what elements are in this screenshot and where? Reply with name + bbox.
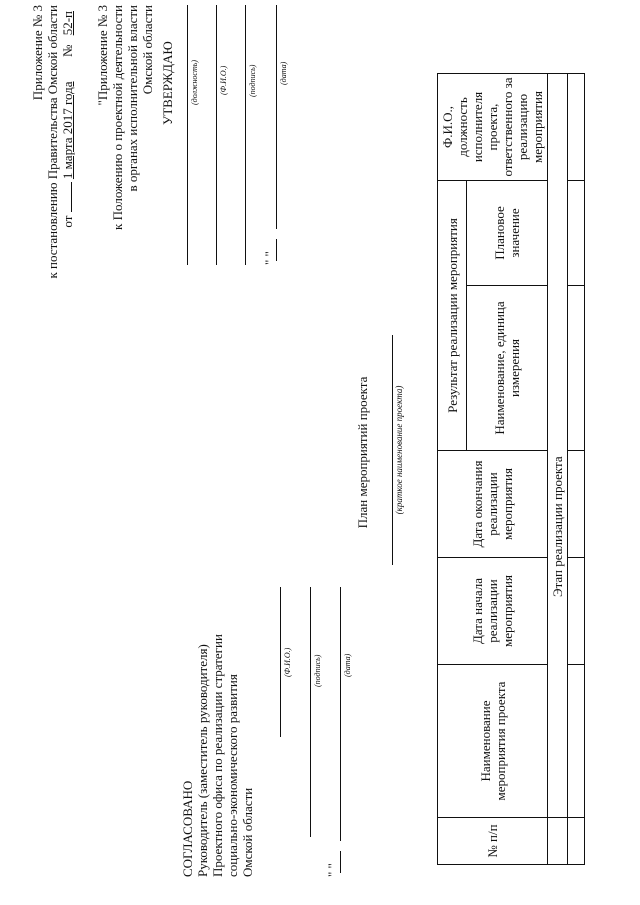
- col-end: Дата окончания реализации мероприятия: [438, 451, 548, 558]
- position-line: [187, 5, 188, 265]
- plan-title: План мероприятий проекта: [355, 376, 370, 529]
- stage-row: [548, 74, 568, 865]
- stage-cell-num: [548, 818, 568, 865]
- sign-hint: (подпись): [248, 64, 257, 97]
- cell: [568, 286, 585, 451]
- agreed-day-line: [340, 851, 341, 873]
- agreed-fio-line: [280, 587, 281, 737]
- plan-subtitle: (краткое наименование проекта): [394, 385, 404, 515]
- date-hint: (дата): [279, 61, 288, 85]
- annex-quote-line3: в органах исполнительной власти: [125, 5, 140, 192]
- agreed-fio-hint: (Ф.И.О.): [283, 647, 292, 677]
- agreed-date-line: [340, 587, 341, 841]
- sign-line: [245, 5, 246, 265]
- approve-quotes: " ": [262, 251, 277, 265]
- table-header-row: [438, 74, 467, 865]
- col-result-plan: Плановое значение: [467, 181, 548, 286]
- col-result-name: Наименование, единица измерения: [467, 286, 548, 451]
- agreed-title: СОГЛАСОВАНО: [180, 780, 195, 877]
- annex-date-line: [60, 5, 75, 305]
- cell: [568, 451, 585, 558]
- table-row: [568, 74, 585, 865]
- fio-hint: (Ф.И.О.): [219, 65, 228, 95]
- col-responsible: Ф.И.О., должность исполнителя проекта, ответственного за реализацию мероприятия: [438, 74, 548, 181]
- agreed-line3: социально-экономического развития: [225, 674, 240, 877]
- from-label: от: [60, 215, 75, 228]
- annex-decree: к постановлению Правительства Омской области: [45, 5, 60, 279]
- col-number: № п/п: [438, 818, 548, 865]
- cell: [568, 181, 585, 286]
- agreed-quotes: " ": [325, 863, 340, 877]
- col-result: Результат реализации мероприятия: [438, 181, 467, 451]
- agreed-block: [180, 517, 352, 877]
- annex-header: [30, 5, 75, 305]
- approve-title: УТВЕРЖДАЮ: [160, 41, 175, 125]
- agreed-line2: Проектного офиса по реализации стратегии: [210, 634, 225, 877]
- annex-quote: [95, 5, 155, 315]
- day-line: [276, 239, 277, 261]
- agreed-line1: Руководитель (заместитель руководителя): [195, 644, 210, 877]
- project-name-line: [392, 335, 393, 565]
- annex-quote-line4: Омской области: [140, 5, 155, 95]
- agreed-sign-hint: (подпись): [313, 654, 322, 687]
- agreed-line4: Омской области: [240, 787, 255, 877]
- col-start: Дата начала реализации мероприятия: [438, 558, 548, 665]
- annex-quote-line2: к Положению о проектной деятельности: [110, 5, 125, 230]
- cell: [568, 74, 585, 181]
- cell: [568, 818, 585, 865]
- decree-date: 1 марта 2017 года: [60, 81, 75, 180]
- stage-label: Этап реализации проекта: [548, 74, 568, 818]
- annex-number: Приложение № 3: [30, 5, 45, 101]
- agreed-sign-line: [310, 587, 311, 837]
- fio-line: [216, 5, 217, 265]
- decree-number: 52-п: [60, 11, 75, 36]
- annex-quote-line1: "Приложение № 3: [95, 5, 110, 106]
- cell: [568, 558, 585, 665]
- plan-table: [437, 73, 585, 865]
- number-label: №: [60, 44, 75, 57]
- col-name: Наименование мероприятия проекта: [438, 665, 548, 818]
- agreed-date-hint: (дата): [343, 653, 352, 677]
- date-line: [276, 5, 277, 229]
- cell: [568, 665, 585, 818]
- position-hint: (должность): [190, 59, 199, 105]
